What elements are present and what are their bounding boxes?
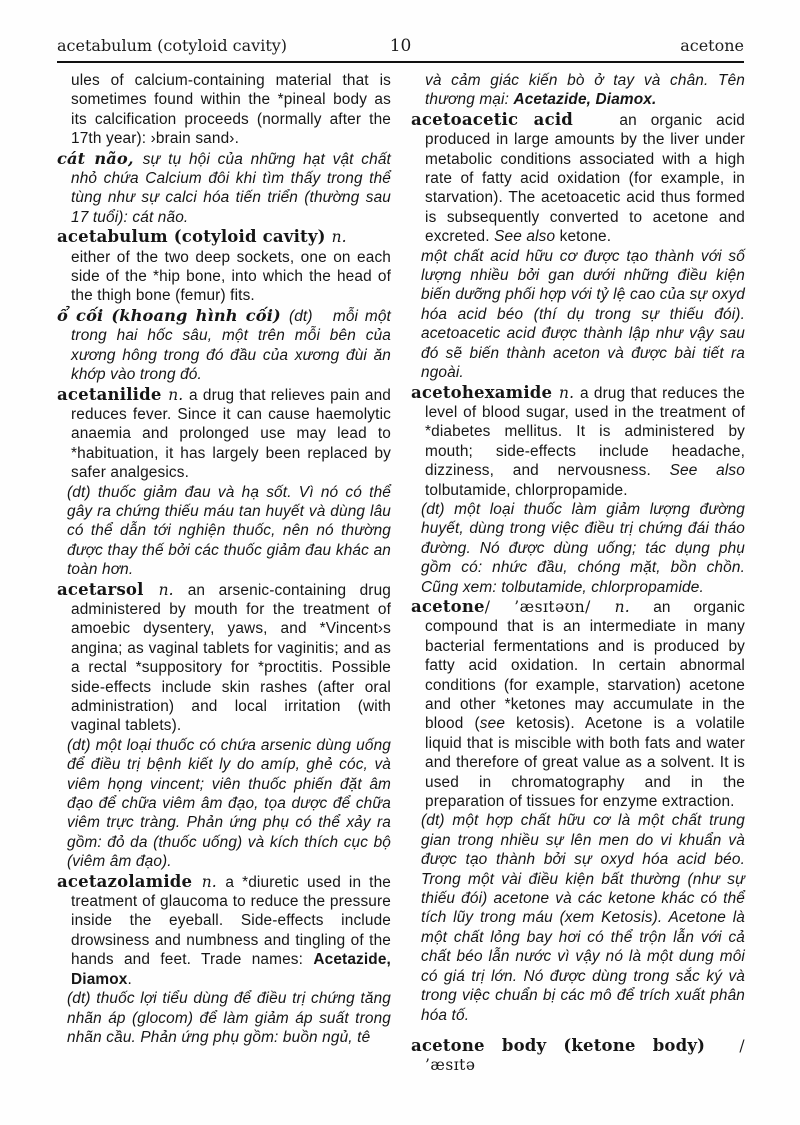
text-segment: Acetazide, Diamox. [513, 91, 657, 109]
entry-acetone-body [411, 1036, 745, 1076]
running-head-right: acetone [680, 36, 745, 55]
text-segment: a drug that reduces the level of blood sugar, used in the treatment of *diabetes mellitus. It is administered by mouth; side-effects include headache, dizziness, and nervousness. [425, 384, 745, 480]
viet-acetohexamide [411, 500, 745, 597]
text-segment: See also [494, 228, 560, 246]
running-head-left: acetabulum (cotyloid cavity) [57, 36, 288, 55]
viet-acetanilide [57, 483, 391, 580]
text-segment: n. [158, 580, 188, 599]
column-1 [57, 71, 391, 1076]
viet-cat-nao [57, 149, 391, 228]
text-segment: acetone body (ketone body) [411, 1035, 740, 1055]
text-segment: tolbutamide, chlorpropamide. [425, 481, 628, 499]
text-columns [57, 71, 745, 1076]
text-segment: n. [559, 383, 580, 402]
viet-acetarsol [57, 736, 391, 872]
entry-acetanilide [57, 385, 391, 483]
entry-acetabulum [57, 227, 391, 247]
text-segment: acetabulum (cotyloid cavity) [57, 227, 332, 247]
text-segment: . [127, 970, 132, 988]
text-segment: (dt) một loại thuốc có chứa arsenic dùng uống để điều trị bệnh kiết ly do amíp, ghẻ cóc, và viêm họng vincent; viên thuốc phiến đặt âm đạo để chữa viêm âm đạo, tọa dược để chữa viêm trực tràng. Phản ứng phụ có thể xảy ra gồm: đỏ da (thuốc uống) và kích thích cục bộ (viêm âm đạo). [67, 736, 391, 871]
text-segment: n. [614, 597, 654, 616]
text-segment: (dt) thuốc giảm đau và hạ sốt. Vì nó có thể gây ra chứng thiếu máu tan huyết và dùng lâu có thể dẫn tới nghiện thuốc, nên nó thường được thay thế bởi các thuốc giảm đau khác an toàn hơn. [67, 483, 391, 579]
text-segment: (dt) thuốc lợi tiểu dùng để điều trị chứng tăng nhãn áp (glocom) để làm giảm áp suất trong nhãn cầu. Phản ứng phụ gồm: buồn ngủ, tê [67, 990, 391, 1046]
entry-acetoacetic-acid [411, 110, 745, 247]
continuation-acervulus [57, 71, 391, 149]
text-segment: ketone. [559, 228, 612, 246]
page-header [57, 36, 744, 56]
text-segment: n. [168, 385, 190, 404]
text-segment: n. [331, 228, 347, 247]
text-segment: (dt) mỗi một trong hai hốc sâu, một trên mỗi bên của xương hông trong đó đầu của xương đùi ăn khớp vào trong đó. [71, 307, 391, 384]
text-segment: see [479, 715, 506, 733]
viet-acetone [411, 811, 745, 1024]
text-segment: an organic acid produced in large amounts by the liver under metabolic conditions associated with a high rate of fatty acid oxidation (for example, in starvation). The acetoacetic acid thus formed is subsequently converted to acetone and excreted. [425, 111, 745, 246]
text-segment: a *diuretic used in the treatment of glaucoma to reduce the pressure inside the eyeball. Side-effects include drowsiness and numbness and tingling of the hands and feet. Trade names: [71, 873, 391, 969]
text-segment: either of the two deep sockets, one on each side of the *hip bone, into which the head of the thigh bone (femur) fits. [71, 248, 391, 305]
text-segment: (dt) một loại thuốc làm giảm lượng đường huyết, dùng trong việc điều trị chứng đái tháo đường. Nó được dùng uống; tác dụng phụ gồm có: nhức đầu, chóng mặt, bồn chồn. Cũng xem: tolbutamide, chlorpropamide. [421, 500, 745, 596]
text-segment: một chất acid hữu cơ được tạo thành với số lượng nhiều bởi gan dưới những điều kiện biến dưỡng phối hợp với tỷ lệ cao của sự oxyd hóa acid béo (thí dụ trong sự thiếu đói). acetoacetic acid được thành lập như vậy sau đó sẽ biến thành aceton và được bài tiết ra ngoài. [421, 247, 745, 382]
text-segment: acetarsol [57, 579, 159, 599]
text-segment: acetone [411, 596, 485, 616]
text-segment: an organic compound that is an intermediate in many bacterial fermentations and is produced by fatty acid oxidation. In certain abnormal conditions (for example, starvation) acetone and other *ketones may accumulate in the blood ( [425, 598, 745, 733]
text-segment: acetazolamide [57, 871, 202, 891]
text-segment: ổ cối (khoang hình cối) [57, 305, 289, 325]
text-segment: acetoacetic acid [411, 109, 620, 129]
text-segment: Acetazide, Diamox [71, 951, 391, 988]
text-segment: / ’æsɪtəʊn/ [484, 597, 615, 616]
text-segment: n. [201, 872, 226, 891]
entry-acetazolamide [57, 872, 391, 989]
definition-acetabulum [57, 248, 391, 306]
column-2 [411, 71, 745, 1076]
viet-o-coi [57, 306, 391, 385]
text-segment: a drug that relieves pain and reduces fever. Since it can cause haemolytic anaemia and prolonged use may lead to *habituation, it has largely been replaced by safer analgesics. [71, 386, 392, 482]
text-segment: ketosis). Acetone is a volatile liquid that is miscible with both fats and water and therefore of great value as a solvent. It is used in chromatography and in the preparation of tissues for enzyme extraction. [425, 715, 745, 811]
viet-acetazolamide [57, 989, 391, 1047]
viet-acetoacetic-acid [411, 247, 745, 383]
entry-acetohexamide [411, 383, 745, 500]
text-segment: ules of calcium-containing material that is sometimes found within the *pineal body as its calcification proceeds (normally after the 17th year): ›brain sand›. [71, 72, 391, 148]
text-segment: sự tụ hội của những hạt vật chất nhỏ chứa Calcium đôi khi tìm thấy trong thể tùng như sự calci hóa tiến triển (thường sau 17 tuổi): cát não. [71, 150, 391, 226]
header-divider [57, 61, 744, 63]
text-segment: (dt) một hợp chất hữu cơ là một chất trung gian trong nhiều sự lên men do vi khuẩn và được tạo thành bởi sự oxyd hóa acid béo. Trong một vài điều kiện bất thường (như sự thiếu đói) acetone và các ketone khác có thể tích lũy trong máu (xem Ketosis). Acetone là một chất lỏng bay hơi có thể trộn lẫn với cả chất béo lẫn nước vì vậy nó là một dung môi có giá trị lớn. Nó được dùng trong sắc ký và trong việc chuẩn bị các mô để trích xuất phân hóa tố. [421, 812, 745, 1024]
text-segment: acetanilide [57, 384, 169, 404]
text-segment: acetohexamide [411, 382, 560, 402]
text-segment: cát não, [57, 148, 143, 168]
text-segment: / ’æsɪtə [425, 1036, 745, 1075]
entry-acetone [411, 597, 745, 811]
text-segment: và cảm giác kiến bò ở tay và chân. Tên thương mại: [425, 72, 745, 109]
text-segment: an arsenic-containing drug administered by mouth for the treatment of amoebic dysentery, yaws, and *Vincent›s angina; as vaginal tablets for vaginitis; and as a rectal *suppository for *proctitis. Possible side-effects include skin rashes (after oral administration) and local irritation (with vaginal tablets). [71, 581, 391, 735]
page-number: 10 [389, 36, 412, 56]
viet-continuation-acetazolamide [411, 71, 745, 110]
entry-acetarsol [57, 580, 391, 736]
text-segment: See also [669, 462, 745, 480]
